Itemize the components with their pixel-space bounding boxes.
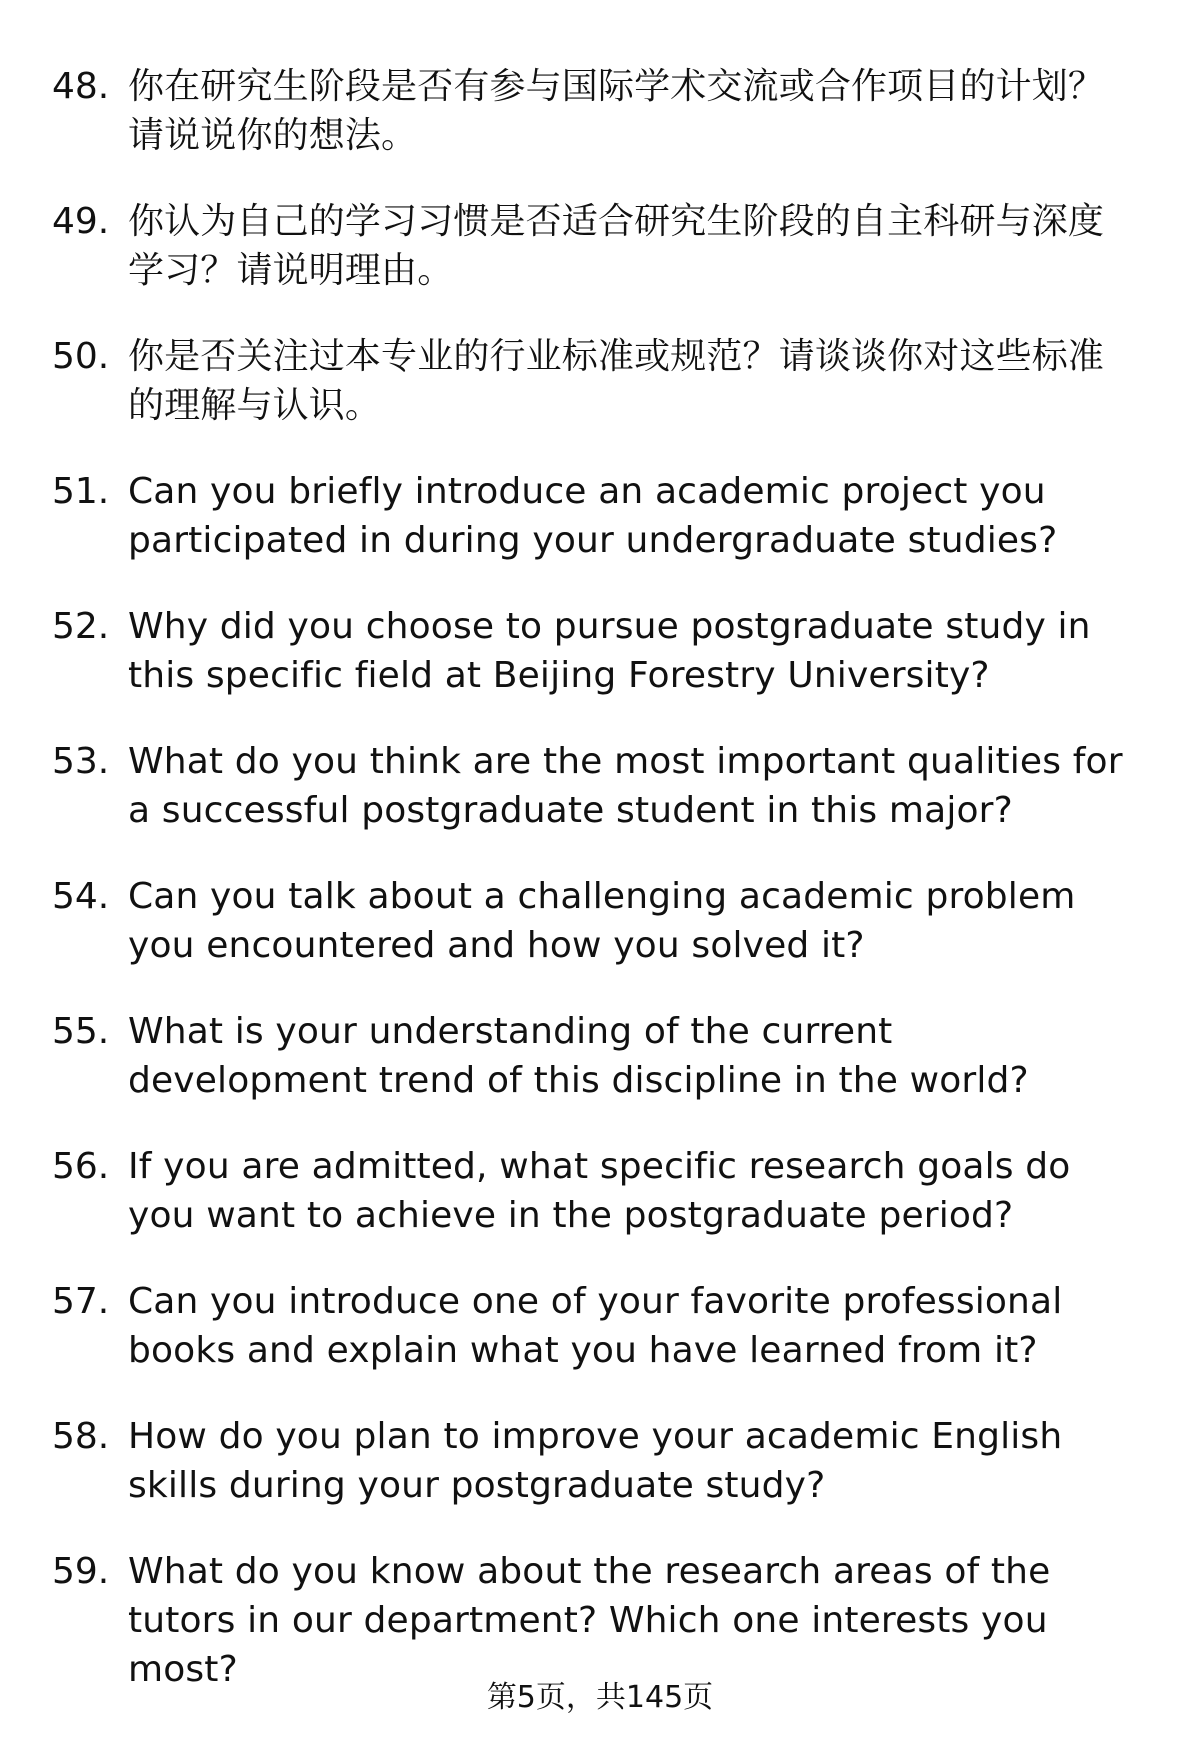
question-item-49 [52, 197, 1152, 295]
question-item-52 [52, 602, 1152, 700]
question-text: If you are admitted, what specific research goals do you want to achieve in the postgraduate period? [128, 1146, 1071, 1236]
question-number: 54. [52, 876, 110, 917]
question-number: 51. [52, 471, 110, 512]
question-list [52, 62, 1152, 1731]
question-number: 50. [52, 336, 110, 377]
question-item-57 [52, 1277, 1152, 1375]
page-footer [0, 1678, 1200, 1718]
question-item-48 [52, 62, 1152, 160]
question-text: 你是否关注过本专业的行业标准或规范？请谈谈你对这些标准的理解与认识。 [128, 336, 1105, 426]
question-number: 48. [52, 66, 110, 107]
question-item-55 [52, 1007, 1152, 1105]
question-item-59 [52, 1547, 1152, 1694]
question-text: Why did you choose to pursue postgraduate study in this specific field at Beijing Forestry University? [128, 606, 1091, 696]
question-number: 55. [52, 1011, 110, 1052]
question-text: 你在研究生阶段是否有参与国际学术交流或合作项目的计划？请说说你的想法。 [128, 66, 1105, 156]
question-text: What do you know about the research areas of the tutors in our department? Which one interests you most? [128, 1551, 1051, 1690]
question-text: Can you briefly introduce an academic project you participated in during your undergraduate studies? [128, 471, 1058, 561]
question-item-50 [52, 332, 1152, 430]
question-text: Can you talk about a challenging academic problem you encountered and how you solved it? [128, 876, 1076, 966]
question-text: What is your understanding of the current development trend of this discipline in the world? [128, 1011, 1029, 1101]
question-number: 59. [52, 1551, 110, 1592]
question-item-53 [52, 737, 1152, 835]
question-text: What do you think are the most important qualities for a successful postgraduate student in this major? [128, 741, 1123, 831]
question-text: Can you introduce one of your favorite professional books and explain what you have learned from it? [128, 1281, 1063, 1371]
question-number: 49. [52, 201, 110, 242]
question-number: 57. [52, 1281, 110, 1322]
page-number-label: 第5页，共145页 [486, 1680, 714, 1715]
question-item-56 [52, 1142, 1152, 1240]
question-number: 58. [52, 1416, 110, 1457]
question-item-54 [52, 872, 1152, 970]
question-number: 52. [52, 606, 110, 647]
question-text: 你认为自己的学习习惯是否适合研究生阶段的自主科研与深度学习？请说明理由。 [128, 201, 1105, 291]
question-item-58 [52, 1412, 1152, 1510]
question-number: 56. [52, 1146, 110, 1187]
question-item-51 [52, 467, 1152, 565]
question-number: 53. [52, 741, 110, 782]
question-text: How do you plan to improve your academic English skills during your postgraduate study? [128, 1416, 1063, 1506]
